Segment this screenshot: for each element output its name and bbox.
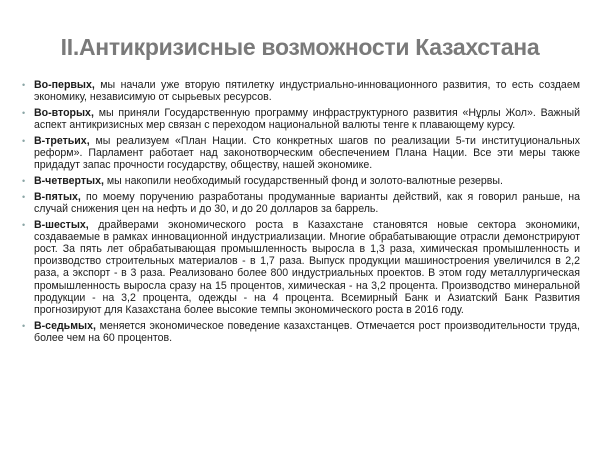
bullet-item-7: [22, 320, 580, 344]
bullet-dot-icon: •: [22, 320, 26, 331]
bullet-item-5: [22, 191, 580, 215]
bullet-lead: В-седьмых,: [34, 319, 96, 332]
bullet-text: мы накопили необходимый государственный фонд и золото-валютные резервы.: [103, 174, 503, 187]
bullet-lead: Во-вторых,: [34, 106, 94, 119]
bullet-text: по моему поручению разработаны продуманные варианты действий, как я говорил раньше, на случай снижения цен на нефть и до 30, и до 20 долларов за баррель.: [34, 190, 580, 215]
slide-title: II.Антикризисные возможности Казахстана: [60, 34, 540, 60]
bullet-dot-icon: •: [22, 175, 26, 186]
bullet-item-3: [22, 135, 580, 172]
bullet-dot-icon: •: [22, 135, 26, 146]
bullet-text: мы реализуем «План Нации. Сто конкретных шагов по реализации 5-ти институциональных реформ». Парламент работает над законотворческим обеспечением Плана Нации. Все эти меры также придадут запас прочности государству, обществу, нашей экономике.: [34, 134, 580, 172]
bullet-text: меняется экономическое поведение казахстанцев. Отмечается рост производительности труда, более чем на 60 процентов.: [34, 319, 580, 344]
bullet-item-1: [22, 79, 580, 103]
bullet-item-4: [22, 175, 580, 187]
bullet-lead: В-четвертых,: [34, 174, 104, 187]
bullet-lead: В-третьих,: [34, 134, 90, 147]
bullet-list: [22, 79, 580, 348]
bullet-dot-icon: •: [22, 107, 26, 118]
bullet-lead: Во-первых,: [34, 79, 95, 91]
bullet-text: мы начали уже вторую пятилетку индустриально-инновационного развития, то есть создаем экономику, независимую от сырьевых ресурсов.: [34, 79, 580, 104]
bullet-lead: В-пятых,: [34, 190, 81, 203]
bullet-item-6: [22, 219, 580, 317]
bullet-text: драйверами экономического роста в Казахстане становятся новые сектора экономики, создаваемые в рамках инновационной индустриализации. Многие обрабатывающие отрасли демонстрируют рост. За пять лет обрабатывающая промышленность выросла в 1,3 раза, химическая промышленность и производство строительных материалов - в 1,7 раза. Выпуск продукции машиностроения увеличился в 2,2 раза, а экспорт - в 3 раза. Реализовано более 800 индустриальных проектов. В этом году металлургическая промышленность выросла сразу на 15 процентов, химическая - на 3,2 процента. Производство минеральной продукции - на 3,2 процента, одежды - на 4 процента. Всемирный Банк и Азиатский Банк Развития прогнозируют для Казахстана более высокие темпы экономического роста в 2016 году.: [34, 218, 580, 316]
bullet-dot-icon: •: [22, 219, 26, 230]
bullet-dot-icon: •: [22, 80, 26, 90]
bullet-dot-icon: •: [22, 191, 26, 202]
bullet-lead: В-шестых,: [34, 218, 89, 231]
bullet-text: мы приняли Государственную программу инфраструктурного развития «Нұрлы Жол». Важный аспект антикризисных мер связан с переходом национальной валюты тенге к плавающему курсу.: [34, 106, 580, 132]
bullet-item-2: [22, 107, 580, 131]
